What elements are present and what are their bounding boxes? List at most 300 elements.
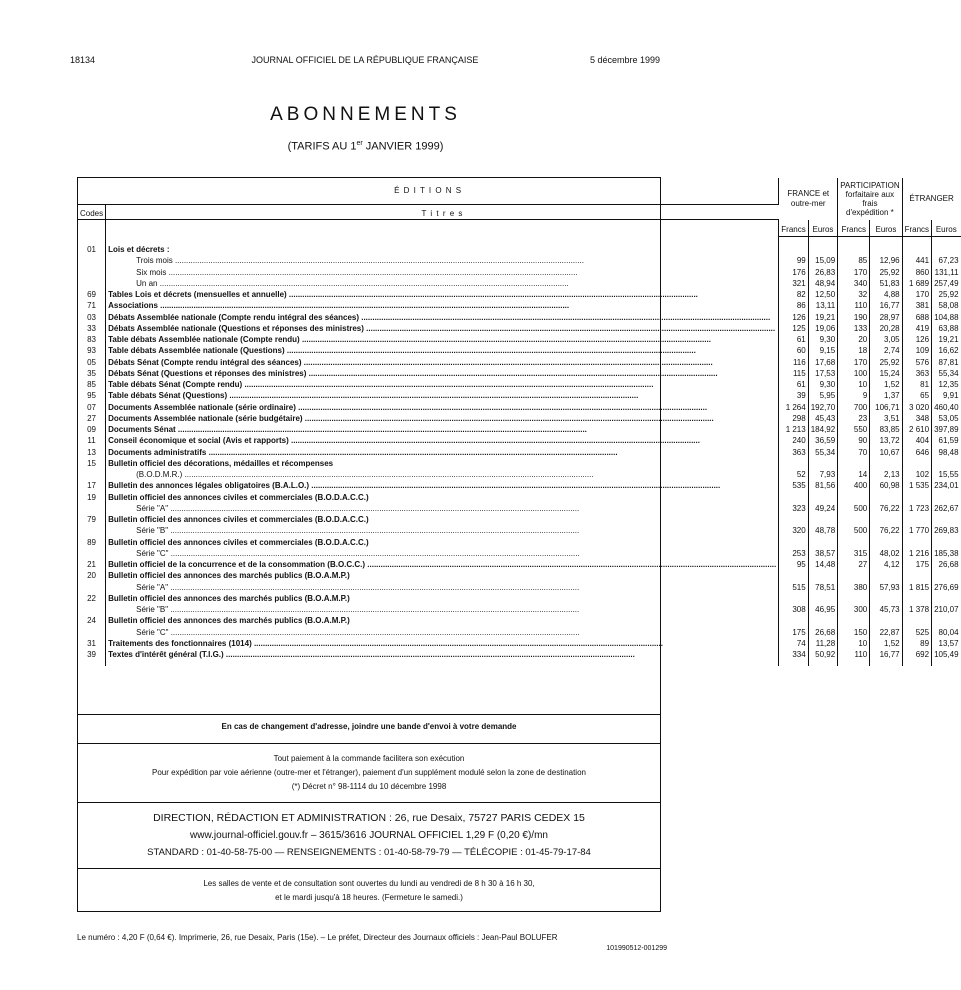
participation-euros: 76,22 [870,503,902,514]
titres-header: T i t r e s [106,205,779,220]
row-title: Un an ..... [136,278,776,289]
journal-name: JOURNAL OFFICIEL DE LA RÉPUBLIQUE FRANÇAISE [251,55,479,65]
participation-euros [870,615,902,626]
editions-header: É D I T I O N S [78,178,779,205]
etranger-euros [932,570,961,581]
participation-francs [838,537,870,548]
row-title-cell [106,255,779,266]
row-title: Série "B" ..... [136,525,776,536]
row-title-cell [106,424,779,435]
etranger-francs: 126 [902,334,931,345]
participation-euros [870,458,902,469]
france-francs: 320 [779,525,808,536]
participation-francs: 10 [838,379,870,390]
etranger-francs: 1 216 [902,548,931,559]
etranger-euros: 25,92 [938,290,959,299]
issue-date: 5 décembre 1999 [589,55,660,65]
row-title: Bulletin officiel des annonces civiles et commerciales (B.O.D.A.C.C.) [108,537,369,547]
etranger-francs: 3 020 [902,402,931,413]
france-francs: 308 [779,604,808,615]
france-euros: 55,34 [808,447,837,458]
row-title-cell [106,627,779,638]
codes-header: Codes [78,205,106,220]
participation-euros: 4,88 [870,289,902,300]
france-francs [779,514,808,525]
france-euros [808,244,837,255]
participation-francs: 9 [838,390,870,401]
row-title: Bulletin officiel des décorations, médailles et récompenses [108,458,334,468]
participation-francs: 170 [838,267,870,278]
row-code [78,278,106,289]
table-row [78,627,961,638]
etranger-euros: 98,48 [938,447,959,457]
participation-euros: 48,02 [870,548,902,559]
participation-francs: 315 [838,548,870,559]
france-francs: 125 [779,323,808,334]
row-title: Textes d'intérêt général (T.I.G.) ..... [108,649,776,660]
codes-spacer [78,220,106,237]
participation-euros: 1,52 [870,379,902,390]
row-code: 33 [78,323,106,334]
row-code: 69 [78,289,106,300]
row-code: 83 [78,334,106,345]
france-euros: 81,56 [808,480,837,491]
participation-euros [870,492,902,503]
participation-francs [838,492,870,503]
row-title-cell [106,503,779,514]
participation-euros [870,593,902,604]
france-euros: 7,93 [808,469,837,480]
france-euros: 50,92 [808,649,837,660]
table-row [78,402,961,413]
row-title: Bulletin officiel des annonces civiles et commerciales (B.O.D.A.C.C.) [108,515,369,524]
participation-euros: 22,87 [870,627,902,638]
participation-francs: 550 [838,424,870,435]
table-row [78,582,961,593]
row-code: 95 [78,390,106,401]
row-code: 31 [78,638,106,649]
france-francs: 535 [779,480,808,491]
etranger-francs [902,593,931,604]
etranger-francs: 1 723 [902,503,931,514]
participation-francs: 340 [838,278,870,289]
participation-francs: 133 [838,323,870,334]
participation-euros [870,537,902,548]
france-francs: 515 [779,582,808,593]
participation-francs: 190 [838,312,870,323]
france-euros [808,537,837,548]
etranger-francs: 81 [902,379,931,390]
row-title: Débats Assemblée nationale (Questions et réponses des ministres) ..... [108,323,776,334]
participation-euros: 1,52 [870,638,902,649]
tariff-rows [78,236,961,666]
etranger-euros: 15,55 [938,470,959,479]
participation-francs: 170 [838,357,870,368]
table-row [78,559,961,570]
etranger-francs: 576 [902,357,931,368]
participation-francs [838,514,870,525]
table-row [78,604,961,615]
row-code: 19 [78,492,106,503]
france-euros: 49,24 [808,503,837,514]
row-title-cell [106,390,779,401]
france-euros: 9,30 [808,334,837,345]
etranger-euros [932,593,961,604]
etranger-euros: 87,81 [938,357,959,367]
tariff-box [77,177,959,912]
participation-francs: 500 [838,503,870,514]
participation-euros: 106,71 [870,402,902,413]
etranger-euros: 53,05 [938,413,959,423]
etranger-francs [902,570,931,581]
row-code [78,503,106,514]
divider [78,802,660,803]
participation-euros [870,514,902,525]
participation-euros: 83,85 [870,424,902,435]
table-row [78,289,961,300]
row-title: Série "A" ..... [136,582,776,593]
etranger-francs: 102 [902,469,931,480]
france-header: FRANCE et outre-mer [779,178,838,220]
row-code: 71 [78,300,106,311]
table-row [78,368,961,379]
row-title-cell [106,638,779,649]
table-row [78,503,961,514]
participation-euros: 20,28 [870,323,902,334]
divider [78,868,660,869]
row-title-cell [106,492,779,503]
table-row [78,312,961,323]
participation-francs: 300 [838,604,870,615]
divider [78,714,660,715]
row-code [78,582,106,593]
france-euros: 78,51 [808,582,837,593]
france-euros [808,458,837,469]
etranger-euros: 67,23 [938,256,959,266]
france-francs: 126 [779,312,808,323]
row-code [78,267,106,278]
row-code: 24 [78,615,106,626]
etranger-euros: 104,88 [934,312,959,322]
participation-euros: 2,74 [870,345,902,356]
france-euros [808,514,837,525]
etranger-francs: 381 [902,300,931,311]
decree-line: (*) Décret n° 98-1114 du 10 décembre 1998 [291,782,447,791]
participation-euros: 3,05 [870,334,902,345]
row-code: 22 [78,593,106,604]
row-title: Débats Sénat (Questions et réponses des ministres) ..... [108,368,776,379]
france-francs: 86 [779,300,808,311]
participation-francs: 380 [838,582,870,593]
france-euros [808,615,837,626]
etranger-francs [902,615,931,626]
row-title: Bulletin officiel des annonces des marchés publics (B.O.A.M.P.) [108,616,350,626]
etranger-euros: 80,04 [938,627,959,637]
sub-francs: Francs [779,220,808,237]
etranger-francs: 1 535 [902,480,931,491]
row-title: Bulletin officiel de la concurrence et de la consommation (B.O.C.C.) ..... [108,559,776,570]
row-title: Tables Lois et décrets (mensuelles et annuelle) ..... [108,289,776,300]
row-title-cell [106,537,779,548]
payment-line: Tout paiement à la commande facilitera son exécution [273,754,465,763]
france-euros: 13,11 [808,300,837,311]
etranger-francs: 441 [902,255,931,266]
france-francs: 323 [779,503,808,514]
france-francs [779,593,808,604]
row-title: Bulletin officiel des annonces civiles et commerciales (B.O.D.A.C.C.) [108,492,369,502]
participation-francs: 100 [838,368,870,379]
france-euros: 48,78 [808,525,837,536]
table-row [78,492,961,503]
row-code: 05 [78,357,106,368]
etranger-francs: 89 [902,638,931,649]
row-title: Série "A" ..... [136,503,776,514]
participation-francs: 110 [838,649,870,660]
france-francs [779,492,808,503]
table-row [78,638,961,649]
participation-euros: 51,83 [870,278,902,289]
row-title: Documents Assemblée nationale (série budgétaire) ..... [108,413,776,424]
row-title: Trois mois ..... [136,255,776,266]
participation-francs: 400 [838,480,870,491]
etranger-francs [902,492,931,503]
france-francs: 61 [779,334,808,345]
row-title-cell [106,402,779,413]
table-row [78,458,961,469]
participation-euros: 4,12 [870,559,902,570]
row-title: Table débats Assemblée nationale (Questions) ..... [108,345,776,356]
row-title-cell [106,447,779,458]
page-title: ABONNEMENTS [270,104,461,125]
etranger-francs: 688 [902,312,931,323]
page-header [70,55,660,69]
etranger-euros: 16,62 [938,346,959,356]
etranger-francs: 646 [902,447,931,458]
row-title-cell [106,334,779,345]
participation-euros: 10,67 [870,447,902,458]
row-title-cell [106,312,779,323]
row-code: 21 [78,559,106,570]
row-title-cell [106,300,779,311]
row-title: Conseil économique et social (Avis et rapports) ..... [108,435,776,446]
participation-francs: 10 [838,638,870,649]
row-title-cell [106,570,779,581]
etranger-francs: 109 [902,345,931,356]
table-row [78,323,961,334]
web-line: www.journal-officiel.gouv.fr – 3615/3616 JOURNAL OFFICIEL 1,29 F (0,20 €)/mn [190,830,548,841]
table-row [78,334,961,345]
table-row [78,615,961,626]
participation-francs: 20 [838,334,870,345]
row-code: 15 [78,458,106,469]
row-title-cell [106,593,779,604]
sub-francs: Francs [838,220,870,237]
etranger-francs: 419 [902,323,931,334]
etranger-francs: 170 [902,289,931,300]
row-title: Lois et décrets : [108,245,170,254]
etranger-euros: 58,08 [938,301,959,311]
page-subtitle: (TARIFS AU 1er JANVIER 1999) [287,140,444,153]
france-euros: 38,57 [808,548,837,559]
participation-francs: 90 [838,435,870,446]
row-code: 39 [78,649,106,660]
sub-euros: Euros [870,220,902,237]
row-title-cell [106,548,779,559]
table-row [78,469,961,480]
footer-code: 101990512-001299 [606,945,667,952]
etranger-euros [932,492,961,503]
row-title-cell [106,244,779,255]
participation-euros: 13,72 [870,435,902,446]
row-title-cell [106,525,779,536]
table-row [78,447,961,458]
row-code: 89 [78,537,106,548]
france-francs: 99 [779,255,808,266]
etranger-euros: 262,67 [934,503,959,513]
row-title-cell [106,278,779,289]
etranger-euros: 276,69 [934,582,959,592]
participation-francs: 85 [838,255,870,266]
participation-euros: 45,73 [870,604,902,615]
france-francs: 363 [779,447,808,458]
participation-euros: 57,93 [870,582,902,593]
france-euros [808,492,837,503]
row-title: Documents administratifs ..... [108,447,776,458]
france-euros: 184,92 [808,424,837,435]
etranger-francs: 2 610 [902,424,931,435]
france-francs: 52 [779,469,808,480]
row-code: 35 [78,368,106,379]
france-francs [779,615,808,626]
row-code: 13 [78,447,106,458]
row-title-cell [106,323,779,334]
etranger-francs [902,537,931,548]
row-code [78,469,106,480]
titres-spacer [106,220,779,237]
row-code: 11 [78,435,106,446]
etranger-francs: 363 [902,368,931,379]
france-euros: 46,95 [808,604,837,615]
etranger-francs [902,244,931,255]
etranger-francs: 1 815 [902,582,931,593]
france-euros: 14,48 [808,559,837,570]
france-francs: 298 [779,413,808,424]
row-title-cell [106,357,779,368]
row-code: 20 [78,570,106,581]
etranger-francs: 1 689 [902,278,931,289]
france-euros: 11,28 [808,638,837,649]
row-title-cell [106,469,779,480]
salles-line: Les salles de vente et de consultation sont ouvertes du lundi au vendredi de 8 h 30 à 16 h 30, [203,879,535,888]
france-francs: 176 [779,267,808,278]
etranger-header: ÉTRANGER [909,194,954,204]
participation-francs [838,593,870,604]
row-title: Débats Sénat (Compte rendu intégral des séances) ..... [108,357,776,368]
france-francs [779,244,808,255]
france-euros: 9,15 [808,345,837,356]
france-euros: 45,43 [808,413,837,424]
participation-francs [838,570,870,581]
row-title-cell [106,267,779,278]
participation-euros: 76,22 [870,525,902,536]
etranger-francs: 1 770 [902,525,931,536]
row-title-cell [106,368,779,379]
row-code: 03 [78,312,106,323]
participation-euros: 60,98 [870,480,902,491]
divider [78,743,660,744]
table-row [78,413,961,424]
address-notice: En cas de changement d'adresse, joindre une bande d'envoi à votre demande [221,722,517,731]
table-row [78,537,961,548]
row-code: 09 [78,424,106,435]
table-row [78,345,961,356]
row-title: Série "B" ..... [136,604,776,615]
participation-euros: 16,77 [870,649,902,660]
direction-line: DIRECTION, RÉDACTION ET ADMINISTRATION : 26, rue Desaix, 75727 PARIS CEDEX 15 [153,812,585,824]
participation-euros: 16,77 [870,300,902,311]
france-euros: 48,94 [808,278,837,289]
row-title-cell [106,649,779,660]
etranger-francs [902,514,931,525]
participation-francs [838,458,870,469]
etranger-euros: 269,83 [934,526,959,536]
row-title: Bulletin officiel des annonces des marchés publics (B.O.A.M.P.) [108,571,350,581]
france-euros: 36,59 [808,435,837,446]
row-title: Bulletin officiel des annonces des marchés publics (B.O.A.M.P.) [108,593,350,603]
france-francs: 95 [779,559,808,570]
row-title: Débats Assemblée nationale (Compte rendu intégral des séances) ..... [108,312,776,323]
row-title: Documents Assemblée nationale (série ordinaire) ..... [108,402,776,413]
france-francs: 39 [779,390,808,401]
etranger-euros: 61,59 [938,436,959,446]
participation-euros: 2,13 [870,469,902,480]
france-francs: 1 213 [779,424,808,435]
etranger-euros: 105,49 [934,650,959,659]
row-code: 17 [78,480,106,491]
etranger-euros: 63,88 [938,323,959,333]
row-title-cell [106,559,779,570]
row-code [78,255,106,266]
row-title: Table débats Assemblée nationale (Compte rendu) ..... [108,334,776,345]
participation-euros: 1,37 [870,390,902,401]
etranger-euros: 131,11 [934,267,959,277]
participation-francs: 18 [838,345,870,356]
france-euros: 9,30 [808,379,837,390]
sub-francs: Francs [902,220,931,237]
etranger-francs: 525 [902,627,931,638]
sub-euros: Euros [932,220,961,237]
france-francs: 61 [779,379,808,390]
etranger-euros: 210,07 [934,605,959,614]
france-euros: 17,68 [808,357,837,368]
etranger-francs: 404 [902,435,931,446]
row-title: Série "C" ..... [136,627,776,638]
row-title-cell [106,615,779,626]
etranger-euros: 55,34 [938,368,959,378]
row-title: Traitements des fonctionnaires (1014) ..... [108,638,776,649]
etranger-euros: 9,91 [942,391,959,401]
etranger-euros [932,615,961,626]
participation-francs: 32 [838,289,870,300]
participation-euros: 15,24 [870,368,902,379]
row-code [78,627,106,638]
row-title-cell [106,345,779,356]
participation-francs: 700 [838,402,870,413]
page-footer [77,933,667,952]
france-euros: 192,70 [808,402,837,413]
etranger-francs: 860 [902,267,931,278]
table-row [78,525,961,536]
